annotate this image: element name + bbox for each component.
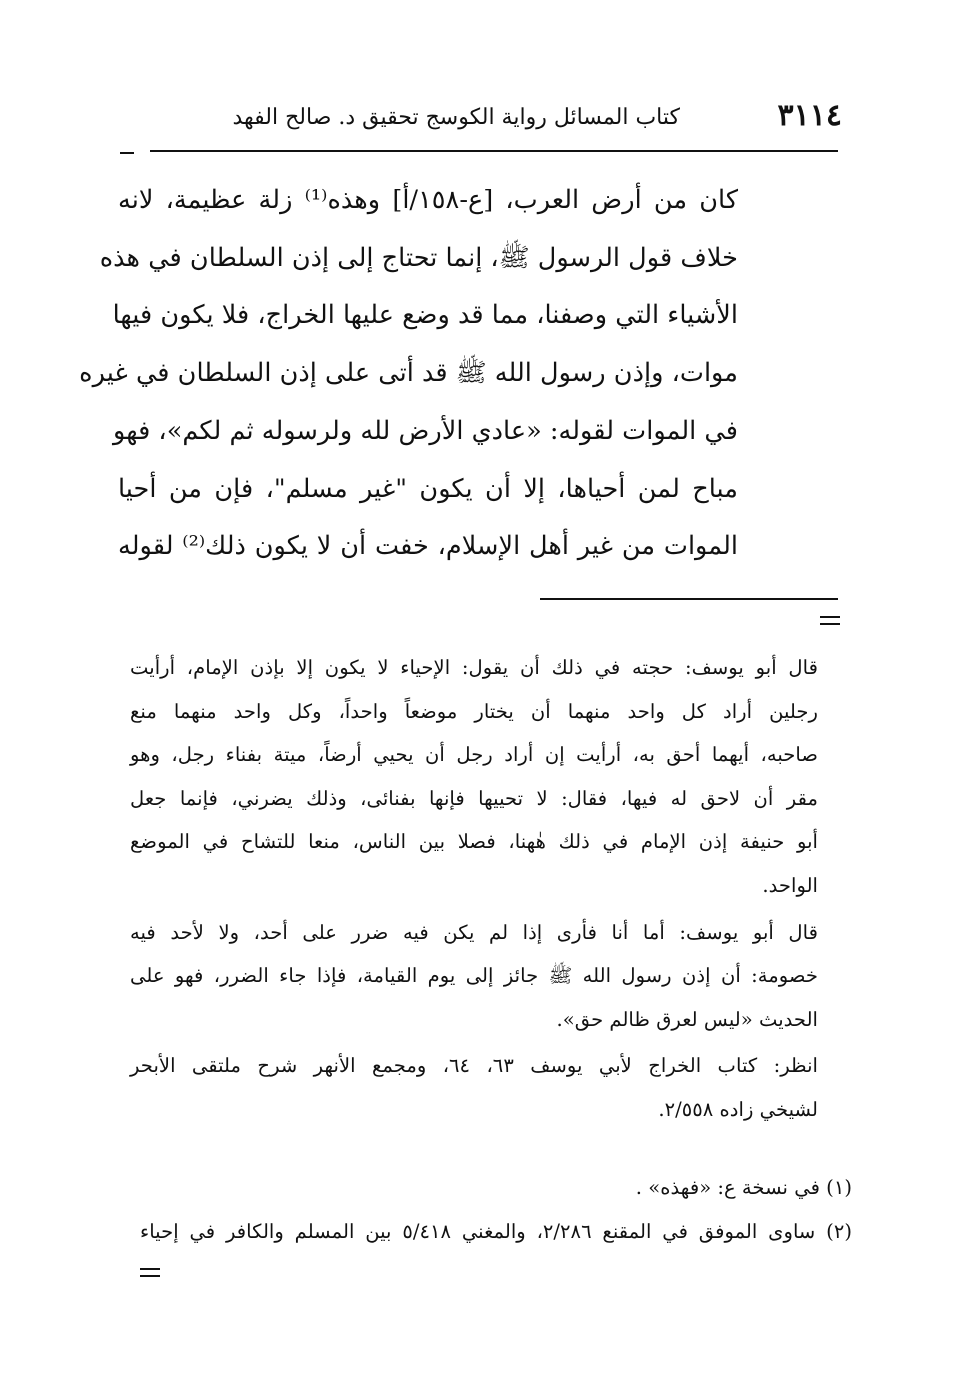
main-text-line: كان من أرض العرب، [ع-١٥٨/أ] وهذه⁽¹⁾ زلة عظيمة، لانه bbox=[118, 185, 739, 215]
page-number: ٣١١٤ bbox=[777, 98, 842, 133]
footnotes-block bbox=[140, 1166, 852, 1254]
header-tick-mark bbox=[120, 152, 134, 154]
footnote-2: (٢) ساوى الموفق في المقنع ٢/٢٨٦، والمغني ٥/٤١٨ بين المسلم والكافر في إحياء bbox=[140, 1220, 852, 1243]
note-line: الحديث «ليس لعرق ظالم حق». bbox=[556, 1007, 818, 1031]
note-line: مقر أن لاحق له فيها، فقال: لا تحييها فإنها بفنائى، وذلك يضرني، فإنما جعل bbox=[130, 786, 818, 810]
main-text-block bbox=[79, 172, 739, 576]
note-line: لشيخي زاده ٢/٥٥٨. bbox=[658, 1097, 818, 1121]
main-text-line: في الموات لقوله: «عادي الأرض لله ولرسوله ثم لكم»، فهو bbox=[113, 415, 738, 446]
note-paragraph bbox=[130, 1044, 818, 1131]
header-rule bbox=[150, 150, 838, 152]
main-text-line: خلاف قول الرسول ﷺ، إنما تحتاج إلى إذن السلطان في هذه bbox=[99, 242, 738, 273]
main-text-line: الموات من غير أهل الإسلام، خفت أن لا يكون ذلك⁽²⁾ لقوله bbox=[118, 531, 738, 562]
page-header bbox=[232, 96, 842, 136]
continued-footnote-block bbox=[130, 646, 818, 1132]
running-title: كتاب المسائل رواية الكوسج تحقيق د. صالح الفهد bbox=[232, 105, 680, 130]
main-text-line: موات، وإذن رسول الله ﷺ قد أتى على إذن السلطان في غيره bbox=[79, 358, 738, 389]
note-line: خصومة: أن إذن رسول الله ﷺ جائز إلى يوم القيامة، فإذا جاء الضرر، فهو على bbox=[130, 964, 818, 988]
note-line: قال أبو يوسف: أما أنا فأرى إذا لم يكن فيه ضرر على أحد، ولا لأحد فيه bbox=[130, 920, 818, 944]
continuation-mark bbox=[820, 616, 840, 628]
footnote-separator bbox=[540, 598, 838, 600]
note-line: صاحبه، أيهما أحق به، أرأيت إن أراد رجل أن يحيي أرضاً، ميتة بفناء رجل، وهو bbox=[130, 743, 818, 767]
main-text-line: الأشياء التي وصفنا، مما قد وضع عليها الخراج، فلا يكون فيها bbox=[112, 300, 738, 331]
note-paragraph bbox=[130, 911, 818, 1042]
note-line: رجلين أراد كل واحد منهما أن يختار موضعاً واحداً، وكل واحد منهما منع bbox=[130, 699, 818, 723]
note-line: الواحد. bbox=[762, 873, 818, 897]
note-line: قال أبو يوسف: حجته في ذلك أن يقول: الإحياء لا يكون إلا بإذن الإمام، أرأيت bbox=[130, 656, 818, 679]
continuation-mark bbox=[140, 1268, 160, 1280]
main-text-line: مباح لمن أحياها، إلا أن يكون "غير مسلم"، فإن من أحيا bbox=[118, 473, 738, 504]
footnote-1: (١) في نسخة ع: «فهذه» . bbox=[635, 1176, 852, 1199]
note-paragraph bbox=[130, 646, 818, 908]
note-line: أبو حنيفة إذن الإمام في ذلك هٰهنا، فصلا بين الناس، منعا للتشاح في الموضع bbox=[130, 830, 818, 854]
note-line: انظر: كتاب الخراج لأبي يوسف ٦٣، ٦٤، ومجمع الأنهر شرح ملتقى الأبحر bbox=[130, 1054, 818, 1078]
